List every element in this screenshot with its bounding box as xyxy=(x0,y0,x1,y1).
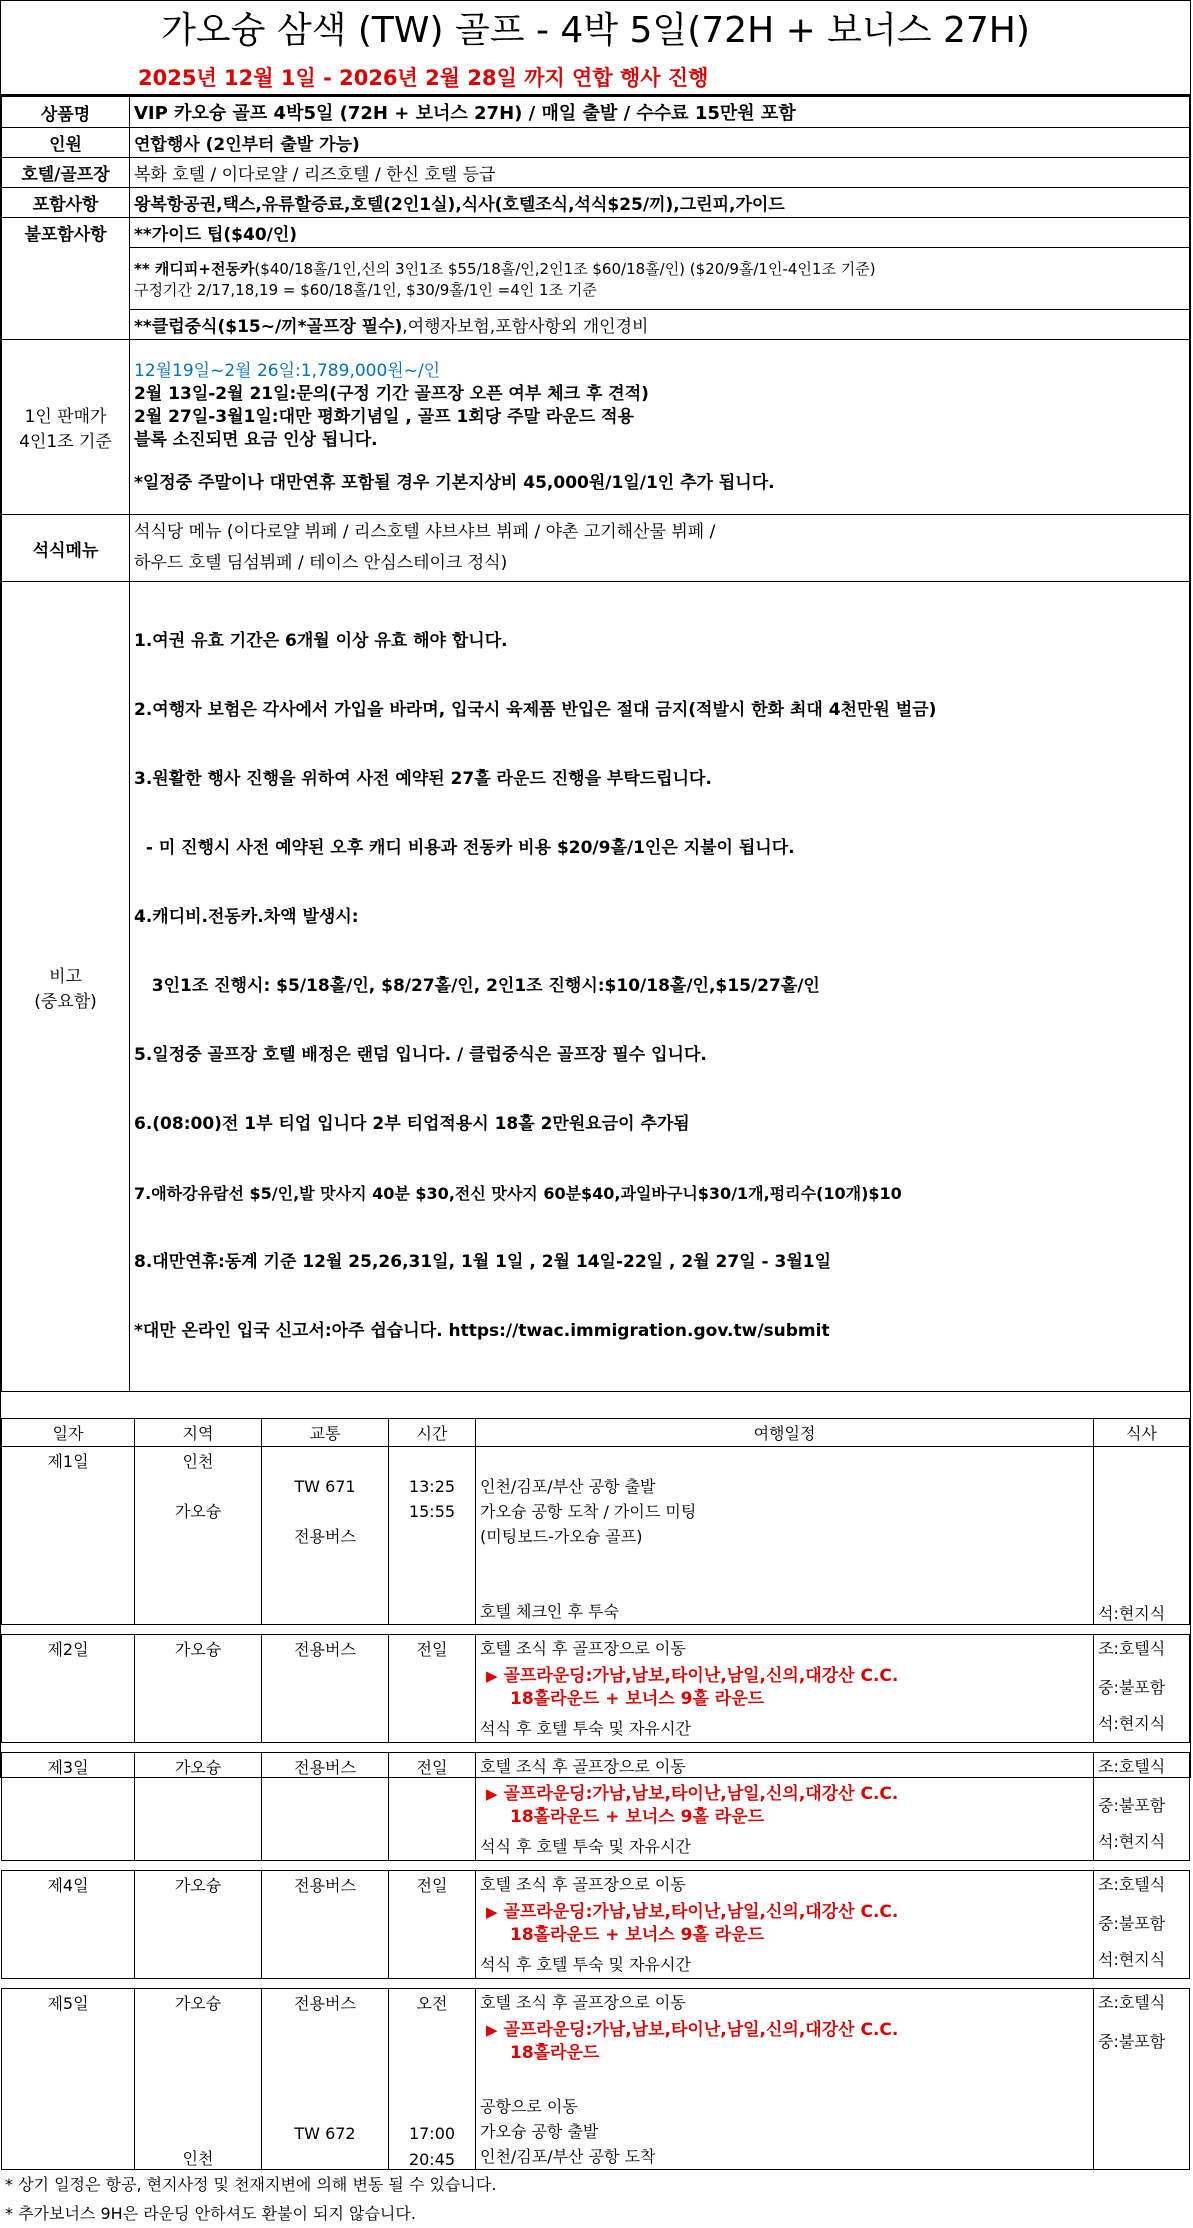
caddie-bold: ** 캐디피+전동카 xyxy=(134,259,255,278)
notes-label-line-2: (중요함) xyxy=(34,991,97,1012)
day-2-sched-3: 석식 후 호텔 투숙 및 자유시간 xyxy=(480,1719,691,1738)
day-2-golf xyxy=(480,1665,1089,1688)
spacer xyxy=(139,1474,257,1499)
note-3: 3.원활한 행사 진행을 위하여 사전 예약된 27홀 라운드 진행을 부탁드립니다. xyxy=(134,769,712,789)
day-4-golf-2: 18홀라운드 + 보너스 9홀 라운드 xyxy=(510,1925,765,1945)
day-3-sched-3: 석식 후 호텔 투숙 및 자유시간 xyxy=(480,1837,691,1856)
day-5-region-2: 인천 xyxy=(182,2148,214,2168)
day-3-sched-1: 호텔 조식 후 골프장으로 이동 xyxy=(480,1757,686,1776)
row-people xyxy=(2,128,1190,158)
value-excluded-lunch xyxy=(130,310,1190,340)
caddie-line-1 xyxy=(134,258,1185,279)
day-4-golf-1: 골프라운딩:가남,남보,타이난,남일,신의,대강산 C.C. xyxy=(503,1902,899,1922)
header-date: 일자 xyxy=(2,1419,135,1447)
day-5-region xyxy=(135,1989,262,2169)
day-1-time-2: 15:55 xyxy=(408,1502,456,1521)
day-row-3 xyxy=(2,1753,1190,1861)
day-gap xyxy=(2,1861,1190,1871)
notes-label-line-1: 비고 xyxy=(49,966,82,987)
day-3-golf-2: 18홀라운드 + 보너스 9홀 라운드 xyxy=(510,1807,765,1827)
day-5-time xyxy=(389,1989,476,2169)
gap-cell xyxy=(2,1979,1190,1989)
day-5-transport-1: 전용버스 xyxy=(294,1994,356,2013)
day-5-time-1: 오전 xyxy=(416,1994,448,2013)
day-1-time xyxy=(389,1447,476,1625)
day-1-time-1: 13:25 xyxy=(408,1477,456,1496)
day-1-sched-3: (미팅보드-가오슝 골프) xyxy=(480,1527,643,1546)
day-4-sched-1: 호텔 조식 후 골프장으로 이동 xyxy=(480,1875,686,1894)
note-11: *대만 온라인 입국 신고서:아주 쉽습니다. https://twac.immigration.gov.tw/submit xyxy=(134,1321,830,1341)
day-gap xyxy=(2,1979,1190,1989)
label-excluded: 불포함사항 xyxy=(2,218,130,340)
day-3-label: 제3일 xyxy=(2,1753,135,1861)
caddie-line-2: 구정기간 2/17,18,19 = $60/18홀/1인, $30/9홀/1인 =4인 1조 기준 xyxy=(134,280,597,299)
day-3-time: 전일 xyxy=(389,1753,476,1861)
header-meals: 식사 xyxy=(1094,1419,1190,1447)
day-5-label: 제5일 xyxy=(2,1989,135,2169)
value-product: VIP 카오슝 골프 4박5일 (72H + 보너스 27H) / 매일 출발 / 수수료 15만원 포함 xyxy=(130,97,1190,128)
spacer xyxy=(480,1449,1089,1474)
value-excluded-guide-tip: **가이드 팁($40/인) xyxy=(130,218,1190,248)
day-5-golf xyxy=(480,2019,1089,2042)
day-gap xyxy=(2,1625,1190,1635)
dinner-line-2: 하우드 호텔 딤섬뷔페 / 테이스 안심스테이크 정식) xyxy=(134,553,508,573)
day-4-transport: 전용버스 xyxy=(262,1871,389,1979)
day-1-transport-2: 전용버스 xyxy=(294,1527,356,1546)
day-2-sched-1: 호텔 조식 후 골프장으로 이동 xyxy=(480,1639,686,1658)
itinerary-header xyxy=(2,1419,1190,1447)
row-excluded-1 xyxy=(2,218,1190,248)
row-included xyxy=(2,188,1190,218)
day-1-region-1: 인천 xyxy=(182,1452,214,1471)
row-price xyxy=(2,340,1190,515)
value-notes xyxy=(130,582,1190,1392)
caddie-rest: ($40/18홀/1인,신의 3인1조 $55/18홀/인,2인1조 $60/18홀/인) ($20/9홀/1인-4인1조 기준) xyxy=(254,259,876,278)
note-8: 6.(08:00)전 1부 티업 입니다 2부 티업적용시 18홀 2만원요금이 추가됨 xyxy=(134,1114,690,1134)
day-1-sched-2: 가오슝 공항 도착 / 가이드 미팅 xyxy=(480,1502,697,1521)
header-time: 시간 xyxy=(389,1419,476,1447)
note-4: - 미 진행시 사전 예약된 오후 캐디 비용과 전동카 비용 $20/9홀/1인은 지불이 됩니다. xyxy=(134,838,795,858)
day-1-meals xyxy=(1094,1447,1190,1625)
day-3-schedule xyxy=(476,1753,1094,1861)
day-4-meals xyxy=(1094,1871,1190,1979)
day-2-transport: 전용버스 xyxy=(262,1635,389,1743)
day-5-meal-2: 중:불포함 xyxy=(1098,2032,1166,2051)
day-3-golf-1: 골프라운딩:가남,남보,타이난,남일,신의,대강산 C.C. xyxy=(503,1784,899,1804)
day-1-meal: 석:현지식 xyxy=(1098,1604,1166,1623)
footnote-2: * 추가보너스 9H은 라운딩 안하셔도 환불이 되지 않습니다. xyxy=(5,2203,416,2223)
row-product xyxy=(2,97,1190,128)
lunch-rest: ,여행자보험,포함사항외 개인경비 xyxy=(402,317,649,337)
day-2-meal-1: 조:호텔식 xyxy=(1098,1639,1166,1658)
label-included: 포함사항 xyxy=(2,188,130,218)
value-dinner xyxy=(130,515,1190,582)
label-dinner: 석식메뉴 xyxy=(2,515,130,582)
row-hotel xyxy=(2,158,1190,188)
day-5-golf-1: 골프라운딩:가남,남보,타이난,남일,신의,대강산 C.C. xyxy=(503,2020,899,2040)
note-1: 1.여권 유효 기간은 6개월 이상 유효 해야 합니다. xyxy=(134,631,508,651)
day-4-time: 전일 xyxy=(389,1871,476,1979)
gap-cell xyxy=(2,1743,1190,1753)
day-5-transport xyxy=(262,1989,389,2169)
value-price xyxy=(130,340,1190,515)
price-line-1: 12월19일~2월 26일:1,789,000원~/인 xyxy=(134,360,441,381)
page-title: 가오슝 삼색 (TW) 골프 - 4박 5일(72H + 보너스 27H) xyxy=(161,10,1030,51)
value-hotel: 복화 호텔 / 이다로얄 / 리즈호텔 / 한신 호텔 등급 xyxy=(130,158,1190,188)
day-4-meal-3: 석:현지식 xyxy=(1098,1950,1166,1969)
day-2-meal-3: 석:현지식 xyxy=(1098,1714,1166,1733)
day-1-sched-4: 호텔 체크인 후 투숙 xyxy=(480,1602,619,1621)
label-hotel: 호텔/골프장 xyxy=(2,158,130,188)
note-9: 7.애하강유람선 $5/인,발 맛사지 40분 $30,전신 맛사지 60분$40,과일바구니$30/1개,펑리수(10개)$10 xyxy=(134,1184,902,1203)
day-3-meal-2: 중:불포함 xyxy=(1098,1796,1166,1815)
spacer xyxy=(134,452,1185,472)
value-excluded-caddie xyxy=(130,248,1190,310)
day-1-schedule xyxy=(476,1447,1094,1625)
day-gap xyxy=(2,1743,1190,1753)
note-10: 8.대만연휴:동계 기준 12월 25,26,31일, 1월 1일 , 2월 14일-22일 , 2월 27일 - 3월1일 xyxy=(134,1252,832,1272)
play-arrow-icon: ▶ xyxy=(486,1903,498,1921)
day-3-region: 가오슝 xyxy=(135,1753,262,1861)
day-3-meal-3: 석:현지식 xyxy=(1098,1832,1166,1851)
day-1-transport-1: TW 671 xyxy=(294,1477,356,1496)
day-5-schedule xyxy=(476,1989,1094,2169)
label-product: 상품명 xyxy=(2,97,130,128)
day-3-meals xyxy=(1094,1753,1190,1861)
price-label-line-1: 1인 판매가 xyxy=(24,407,107,427)
price-line-3: 2월 27일-3월1일:대만 평화기념일 , 골프 1회당 주말 라운드 적용 xyxy=(134,406,634,427)
day-1-region-2: 가오슝 xyxy=(174,1502,222,1521)
price-line-5: *일정중 주말이나 대만연휴 포함될 경우 기본지상비 45,000원/1일/1인 추가 됩니다. xyxy=(134,472,775,493)
spacer xyxy=(393,1449,471,1474)
day-4-label: 제4일 xyxy=(2,1871,135,1979)
day-2-golf-1: 골프라운딩:가남,남보,타이난,남일,신의,대강산 C.C. xyxy=(503,1666,899,1686)
day-5-golf-2: 18홀라운드 xyxy=(510,2043,600,2063)
day-4-sched-3: 석식 후 호텔 투숙 및 자유시간 xyxy=(480,1955,691,1974)
day-2-meal-2: 중:불포함 xyxy=(1098,1678,1166,1697)
day-2-meals xyxy=(1094,1635,1190,1743)
label-notes xyxy=(2,582,130,1392)
footnote-1: * 상기 일정은 항공, 현지사정 및 천재지변에 의해 변동 될 수 있습니다. xyxy=(5,2174,497,2194)
day-4-schedule xyxy=(476,1871,1094,1979)
day-1-sched-1: 인천/김포/부산 공항 출발 xyxy=(480,1477,656,1496)
price-label-line-2: 4인1조 기준 xyxy=(19,432,112,452)
day-1-transport xyxy=(262,1447,389,1625)
gap-cell xyxy=(2,1861,1190,1871)
day-row-4 xyxy=(2,1871,1190,1979)
note-7: 5.일정중 골프장 호텔 배정은 랜덤 입니다. / 클럽중식은 골프장 필수 입니다. xyxy=(134,1045,707,1065)
spacer xyxy=(266,1449,384,1474)
gap-cell xyxy=(2,1625,1190,1635)
day-5-late-schedule xyxy=(480,2094,656,2169)
day-1-region xyxy=(135,1447,262,1625)
day-5-region-1: 가오슝 xyxy=(174,1994,222,2013)
note-6: 3인1조 진행시: $5/18홀/인, $8/27홀/인, 2인1조 진행시:$10/18홀/인,$15/27홀/인 xyxy=(134,976,820,996)
label-people: 인원 xyxy=(2,128,130,158)
day-5-transport-2: TW 672 xyxy=(294,2123,356,2143)
lunch-bold: **클럽중식($15~/끼*골프장 필수) xyxy=(134,317,403,337)
price-line-2: 2월 13일-2월 21일:문의(구정 기간 골프장 오픈 여부 체크 후 견적) xyxy=(134,383,649,404)
day-3-golf xyxy=(480,1783,1089,1806)
play-arrow-icon: ▶ xyxy=(486,1667,498,1685)
dinner-line-1: 석식당 메뉴 (이다로얄 뷔페 / 리스호텔 샤브샤브 뷔페 / 야촌 고기해산물 뷔페 / xyxy=(134,522,716,542)
day-4-meal-2: 중:불포함 xyxy=(1098,1914,1166,1933)
value-people: 연합행사 (2인부터 출발 가능) xyxy=(130,128,1190,158)
day-2-label: 제2일 xyxy=(2,1635,135,1743)
day-row-5 xyxy=(2,1989,1190,2169)
row-excluded-3 xyxy=(2,310,1190,340)
event-period: 2025년 12월 1일 - 2026년 2월 28일 까지 연합 행사 진행 xyxy=(138,66,709,90)
row-dinner xyxy=(2,515,1190,582)
note-5: 4.캐디비.전동카.차액 발생시: xyxy=(134,907,359,927)
header-region: 지역 xyxy=(135,1419,262,1447)
row-notes xyxy=(2,582,1190,1392)
blank-gap xyxy=(1,1392,1190,1418)
day-4-region: 가오슝 xyxy=(135,1871,262,1979)
day-row-2 xyxy=(2,1635,1190,1743)
day-2-region: 가오슝 xyxy=(135,1635,262,1743)
day-2-golf-2: 18홀라운드 + 보너스 9홀 라운드 xyxy=(510,1689,765,1709)
spacer xyxy=(266,1499,384,1524)
price-line-4: 블록 소진되면 요금 인상 됩니다. xyxy=(134,429,378,450)
day-5-sched-4: 인천/김포/부산 공항 도착 xyxy=(480,2146,656,2166)
header-transport: 교통 xyxy=(262,1419,389,1447)
note-2: 2.여행자 보험은 각사에서 가입을 바라며, 입국시 육제품 반입은 절대 금지(적발시 한화 최대 4천만원 벌금) xyxy=(134,700,937,720)
day-5-sched-3: 가오슝 공항 출발 xyxy=(480,2121,599,2141)
value-included: 왕복항공권,택스,유류할증료,호텔(2인1실),식사(호텔조식,석식$25/끼),그린피,가이드 xyxy=(130,188,1190,218)
day-5-sched-1: 호텔 조식 후 골프장으로 이동 xyxy=(480,1993,686,2012)
header-schedule: 여행일정 xyxy=(476,1419,1094,1447)
footnotes xyxy=(1,2169,1190,2228)
day-2-time: 전일 xyxy=(389,1635,476,1743)
row-excluded-2 xyxy=(2,248,1190,310)
day-1-label: 제1일 xyxy=(2,1447,135,1625)
itinerary-table xyxy=(1,1418,1190,2169)
play-arrow-icon: ▶ xyxy=(486,1785,498,1803)
day-2-schedule xyxy=(476,1635,1094,1743)
day-5-meal-1: 조:호텔식 xyxy=(1098,1993,1166,2012)
label-price xyxy=(2,340,130,515)
day-4-meal-1: 조:호텔식 xyxy=(1098,1875,1166,1894)
day-5-meals xyxy=(1094,1989,1190,2169)
day-5-time-2: 17:00 xyxy=(408,2123,456,2143)
day-3-meal-1: 조:호텔식 xyxy=(1098,1757,1166,1776)
play-arrow-icon: ▶ xyxy=(486,2021,498,2039)
day-4-golf xyxy=(480,1901,1089,1924)
product-info-table xyxy=(1,96,1190,1392)
day-row-1 xyxy=(2,1447,1190,1625)
day-3-transport: 전용버스 xyxy=(262,1753,389,1861)
day-5-sched-2: 공항으로 이동 xyxy=(480,2096,578,2116)
day-5-time-3: 20:45 xyxy=(408,2149,456,2169)
